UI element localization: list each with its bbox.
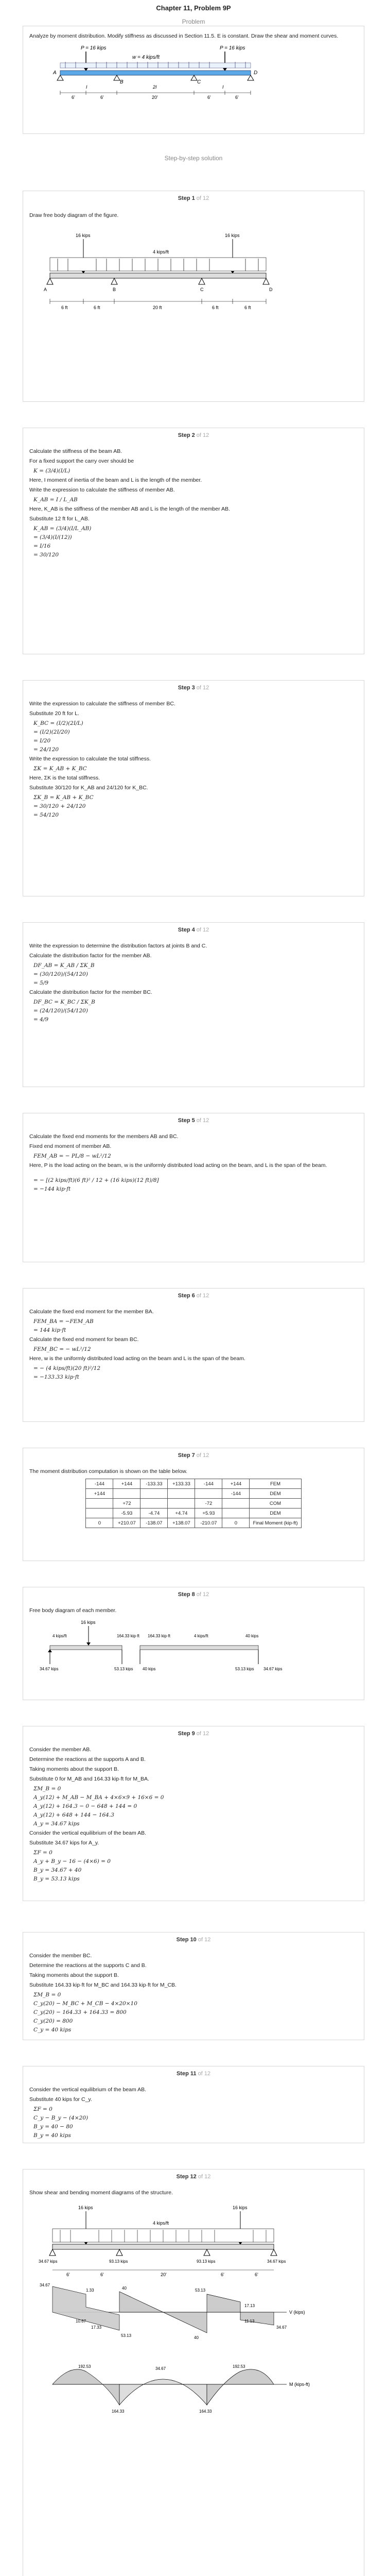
step-of: of 12	[196, 432, 209, 438]
equation: = 24/120	[33, 747, 59, 753]
dim: 6'	[66, 2272, 70, 2277]
dim: 6'	[221, 2272, 224, 2277]
shear-value: 17.13	[244, 2303, 255, 2308]
equation: = − (4 kips/ft)(20 ft)²/12	[33, 1365, 101, 1371]
step-label: Step 9	[178, 1731, 195, 1737]
reaction-label: 53.13 kips	[235, 1667, 254, 1671]
row-label: Final Moment (kip-ft)	[250, 1518, 301, 1528]
reaction-label: 34.67 kips	[39, 2259, 58, 2264]
ei-1: I	[86, 84, 87, 90]
cell	[86, 1499, 113, 1509]
step-line: Here, P is the load acting on the beam, w is the uniformly distributed load acting on the beam, and L is the span of the beam.	[29, 1162, 327, 1168]
equation: A_y + B_y − 16 − (4×6) = 0	[33, 1858, 111, 1865]
step-2-card	[23, 428, 364, 654]
step-text: The moment distribution computation is shown on the table below.	[29, 1468, 188, 1475]
equation: FEM_AB = − PL/8 − wL²/12	[33, 1153, 111, 1159]
step-line: Substitute 30/120 for K_AB and 24/120 for K_BC.	[29, 785, 148, 791]
step-line: Calculate the fixed end moment for beam BC.	[29, 1336, 139, 1343]
dim: 6'	[255, 2272, 258, 2277]
cell: +4.74	[168, 1509, 195, 1518]
shear-value: 40	[122, 2286, 127, 2291]
cell: +133.33	[168, 1479, 195, 1489]
step-line: Calculate the fixed end moments for the members AB and BC.	[29, 1133, 179, 1140]
step-line: Consider the member AB.	[29, 1747, 92, 1753]
equation: = 30/120	[33, 552, 59, 558]
step-6-card	[23, 1288, 364, 1422]
step-line: Calculate the distribution factor for the member BC.	[29, 989, 152, 995]
step-6-title	[29, 1293, 358, 1299]
cell	[86, 1509, 113, 1518]
equation: FEM_BC = − wL²/12	[33, 1346, 91, 1352]
step-of: of 12	[198, 2071, 211, 2077]
cell	[168, 1489, 195, 1499]
row-label: DEM	[250, 1509, 301, 1518]
cell: -210.07	[195, 1518, 222, 1528]
load-label: 4 kips/ft	[153, 249, 169, 255]
step-3-title	[29, 685, 358, 691]
equation: C_y(20) − M_BC + M_CB − 4×20×10	[33, 2001, 137, 2007]
step-label: Step 5	[178, 1117, 195, 1124]
moment-value: 164.33	[199, 2409, 212, 2414]
shear-value: 40	[194, 2335, 199, 2340]
load-label: 16 kips	[233, 2205, 248, 2210]
step-4-card	[23, 922, 364, 1087]
step-label: Step 6	[178, 1293, 195, 1299]
cell	[168, 1499, 195, 1509]
axis-label: M (kips-ft)	[289, 2382, 310, 2387]
step-line: Here, I moment of inertia of the beam and L is the length of the member.	[29, 477, 202, 483]
shear-value: 17.33	[91, 2325, 102, 2330]
step-label: Step 10	[176, 1937, 197, 1943]
cell: +5.93	[195, 1509, 222, 1518]
load-label: 16 kips	[81, 1620, 96, 1625]
equation: K_AB = I / L_AB	[33, 497, 78, 503]
label-C: C	[197, 79, 201, 85]
shear-value: 53.13	[195, 2288, 206, 2293]
cell: -144	[86, 1479, 113, 1489]
moment-value: 164.33	[112, 2409, 125, 2414]
equation: = (24/120)/(54/120)	[33, 1008, 88, 1014]
cell: 0	[86, 1518, 113, 1528]
step-8-title	[29, 1591, 358, 1598]
row-label: FEM	[250, 1479, 301, 1489]
equation: = (I/2)(2I/20)	[33, 729, 70, 735]
cell	[140, 1489, 168, 1499]
equation: A_y(12) + 164.3 − 0 − 648 + 144 = 0	[33, 1803, 137, 1809]
equation: B_y = 34.67 + 40	[33, 1867, 82, 1873]
step-of: of 12	[196, 195, 209, 201]
equation: = 30/120 + 24/120	[33, 803, 86, 809]
dim-1: 6'	[72, 95, 75, 100]
equation: = 5/9	[33, 980, 49, 986]
step-1-title	[29, 195, 358, 201]
support-C: C	[200, 287, 204, 292]
table-row	[86, 1518, 301, 1528]
step-line: Substitute 164.33 kip·ft for M_BC and 164.33 kip·ft for M_CB.	[29, 1982, 177, 1988]
equation: = (3/4)(I/(12))	[33, 534, 72, 540]
load-label: 4 kips/ft	[194, 1634, 208, 1638]
equation: ΣM_B = 0	[33, 1786, 61, 1792]
step-line: Fixed end moment of member AB.	[29, 1143, 112, 1149]
equation: = I/20	[33, 738, 51, 744]
moment-label: 164.33 kip·ft	[117, 1634, 140, 1638]
equation: K_AB = (3/4)(I/L_AB)	[33, 526, 92, 532]
step-9-title	[29, 1731, 358, 1737]
equation: = 144 kip·ft	[33, 1327, 66, 1333]
table-row	[86, 1499, 301, 1509]
problem-text: Analyze by moment distribution. Modify stiffness as discussed in Section 11.5. E is constant. Draw the shear and moment curves.	[29, 33, 339, 39]
shear-moment-diagram	[29, 2199, 359, 2576]
step-line: Substitute 20 ft for L.	[29, 710, 79, 717]
table-row	[86, 1489, 301, 1499]
equation: B_y = 40 − 80	[33, 2124, 73, 2130]
step-line: Here, ΣK is the total stiffness.	[29, 775, 100, 781]
equation: K_BC = (I/2)(2I/L)	[33, 720, 83, 726]
ei-3: I	[222, 84, 224, 90]
shear-value: 1.33	[86, 2288, 94, 2293]
cell: +138.07	[168, 1518, 195, 1528]
step-line: Calculate the stiffness of the beam AB.	[29, 448, 122, 454]
step-5-title	[29, 1117, 358, 1124]
label-B: B	[120, 79, 124, 85]
dim: 20'	[161, 2272, 167, 2277]
equation: = 54/120	[33, 812, 59, 818]
label-A: A	[53, 70, 57, 76]
equation: C_y(20) − 164.33 + 164.33 = 800	[33, 2009, 127, 2015]
step-label: Step 1	[178, 195, 195, 201]
step-label: Step 12	[176, 2174, 197, 2180]
support-B: B	[113, 287, 116, 292]
row-label: DEM	[250, 1489, 301, 1499]
step-label: Step 4	[178, 927, 195, 933]
moment-distribution-table	[85, 1479, 301, 1528]
step-label: Step 8	[178, 1591, 195, 1598]
table-row	[86, 1479, 301, 1489]
step-label: Step 11	[176, 2071, 197, 2077]
equation: C_y = 40 kips	[33, 2027, 72, 2033]
equation: ΣF = 0	[33, 2106, 52, 2112]
load-label: 4 kips/ft	[153, 2221, 169, 2226]
w-label: w = 4 kips/ft	[132, 55, 160, 60]
moment-value: 192.53	[233, 2364, 245, 2369]
dim-2: 6'	[100, 95, 104, 100]
step-1-card	[23, 191, 364, 402]
step-line: Taking moments about the support B.	[29, 1972, 119, 1978]
equation: C_y − B_y − (4×20)	[33, 2115, 89, 2121]
step-10-card	[23, 1932, 364, 2040]
step-5-card	[23, 1113, 364, 1262]
step-line: Determine the reactions at the supports C and B.	[29, 1962, 147, 1969]
equation: A_y(12) + M_AB − M_BA + 4×6×9 + 16×6 = 0	[33, 1794, 164, 1801]
step-text: Draw free body diagram of the figure.	[29, 212, 119, 218]
support-A: A	[44, 287, 47, 292]
equation: A_y(12) + 648 + 144 − 164.3	[33, 1812, 114, 1818]
equation: B_y = 40 kips	[33, 2132, 71, 2139]
cell: -144	[195, 1479, 222, 1489]
equation: K = (3/4)(I/L)	[33, 468, 71, 474]
step-10-title	[29, 1937, 358, 1943]
step-7-card	[23, 1448, 364, 1561]
cell: +210.07	[113, 1518, 140, 1528]
step-of: of 12	[196, 1731, 209, 1737]
reaction-label: 40 kips	[143, 1667, 156, 1671]
step-9-card	[23, 1726, 364, 1901]
dim: 6 ft	[94, 305, 100, 310]
step-line: Write the expression to calculate the stiffness of member BC.	[29, 701, 175, 707]
step-text: Free body diagram of each member.	[29, 1607, 117, 1614]
load-label: 4 kips/ft	[52, 1634, 67, 1638]
reaction-label: 53.13 kips	[114, 1667, 133, 1671]
step-of: of 12	[196, 1293, 209, 1299]
step-line: For a fixed support the carry over should be	[29, 458, 134, 464]
dim: 6 ft	[212, 305, 219, 310]
cell: -133.33	[140, 1479, 168, 1489]
step-text: Show shear and bending moment diagrams of the structure.	[29, 2190, 173, 2196]
cell	[195, 1489, 222, 1499]
step-of: of 12	[198, 1937, 211, 1943]
step-11-title	[29, 2071, 358, 2077]
cell: -138.07	[140, 1518, 168, 1528]
step-line: Write the expression to calculate the total stiffness.	[29, 756, 151, 762]
problem-heading: Problem	[182, 18, 205, 25]
step-line: Calculate the distribution factor for the member AB.	[29, 953, 152, 959]
equation: ΣK = K_AB + K_BC	[33, 766, 87, 772]
dim-4: 6'	[207, 95, 211, 100]
solution-heading: Step-by-step solution	[164, 155, 223, 162]
cell: +72	[113, 1499, 140, 1509]
page-title: Chapter 11, Problem 9P	[156, 4, 231, 12]
cell: -4.74	[140, 1509, 168, 1518]
shear-value: 34.67	[40, 2283, 50, 2287]
equation: = 4/9	[33, 1016, 49, 1023]
step-line: Consider the vertical equilibrium of the beam AB.	[29, 2087, 147, 2093]
member-fbd-figure	[29, 1617, 359, 1694]
shear-value: 34.67	[276, 2325, 287, 2330]
dim-3: 20'	[152, 95, 158, 100]
step-line: Write the expression to calculate the stiffness of member AB.	[29, 487, 175, 493]
step-4-title	[29, 927, 358, 933]
step-8-card	[23, 1587, 364, 1700]
support-D: D	[269, 287, 273, 292]
step-12-card	[23, 2169, 364, 2576]
p-left-label: P = 16 kips	[81, 45, 107, 51]
step-line: Write the expression to determine the distribution factors at joints B and C.	[29, 943, 207, 949]
equation: FEM_BA = −FEM_AB	[33, 1318, 94, 1325]
step-7-title	[29, 1452, 358, 1459]
equation: ΣM_B = 0	[33, 1992, 61, 1998]
step-11-card	[23, 2066, 364, 2143]
equation: DF_BC = K_BC / ΣK_B	[33, 999, 95, 1005]
step-of: of 12	[196, 1591, 209, 1598]
equation: ΣK_B = K_AB + K_BC	[33, 794, 94, 801]
cell: -5.93	[113, 1509, 140, 1518]
dim: 6 ft	[244, 305, 251, 310]
equation: = (30/120)/(54/120)	[33, 971, 88, 977]
step-label: Step 3	[178, 685, 195, 691]
cell	[222, 1509, 250, 1518]
cell	[140, 1499, 168, 1509]
step-label: Step 7	[178, 1452, 195, 1459]
step-3-card	[23, 680, 364, 896]
step-line: Here, K_AB is the stiffness of the member AB and L is the length of the member AB.	[29, 506, 230, 512]
dim: 6'	[100, 2272, 104, 2277]
equation: = I/16	[33, 543, 51, 549]
step-line: Substitute 40 kips for C_y.	[29, 2096, 92, 2103]
cell: -72	[195, 1499, 222, 1509]
step-line: Substitute 0 for M_AB and 164.33 kip·ft for M_BA.	[29, 1776, 149, 1782]
reaction-label: 93.13 kips	[197, 2259, 216, 2264]
step-of: of 12	[196, 685, 209, 691]
step-line: Consider the member BC.	[29, 1953, 92, 1959]
reaction-label: 34.67 kips	[267, 2259, 286, 2264]
step-line: Substitute 34.67 kips for A_y.	[29, 1840, 99, 1846]
load-label: 16 kips	[225, 233, 240, 238]
equation: B_y = 53.13 kips	[33, 1876, 80, 1882]
moment-value: 34.67	[155, 2366, 166, 2371]
step-of: of 12	[196, 1452, 209, 1459]
load-label: 16 kips	[76, 233, 91, 238]
cell	[222, 1499, 250, 1509]
row-label: COM	[250, 1499, 301, 1509]
step-line: Consider the vertical equilibrium of the beam AB.	[29, 1830, 147, 1836]
cell: +144	[86, 1489, 113, 1499]
dim: 20 ft	[153, 305, 162, 310]
step-of: of 12	[198, 2174, 211, 2180]
ei-2: 2I	[153, 84, 157, 90]
reaction-label: 34.67 kips	[263, 1667, 283, 1671]
step-2-title	[29, 432, 358, 438]
equation: A_y = 34.67 kips	[33, 1821, 80, 1827]
step-line: Determine the reactions at the supports A and B.	[29, 1756, 146, 1762]
step-of: of 12	[196, 927, 209, 933]
step-12-title	[29, 2174, 358, 2180]
shear-value: 10.67	[76, 2319, 86, 2324]
p-right-label: P = 16 kips	[220, 45, 245, 51]
fbd-figure	[29, 222, 359, 376]
shear-value: 11.13	[244, 2319, 255, 2324]
step-line: Taking moments about the support B.	[29, 1766, 119, 1772]
reaction-label: 34.67 kips	[40, 1667, 59, 1671]
load-label: 40 kips	[245, 1634, 259, 1638]
cell: -144	[222, 1489, 250, 1499]
equation: = − [(2 kips/ft)(6 ft)² / 12 + (16 kips)(12 ft)/8]	[33, 1177, 159, 1183]
cell: +144	[222, 1479, 250, 1489]
equation: = −144 kip·ft	[33, 1186, 71, 1192]
moment-value: 192.53	[78, 2364, 91, 2369]
step-line: Substitute 12 ft for L_AB.	[29, 516, 90, 522]
moment-label: 164.33 kip·ft	[148, 1634, 171, 1638]
load-label: 16 kips	[78, 2205, 93, 2210]
dim: 6 ft	[61, 305, 68, 310]
table-row	[86, 1509, 301, 1518]
reaction-label: 93.13 kips	[109, 2259, 128, 2264]
cell: 0	[222, 1518, 250, 1528]
equation: DF_AB = K_AB / ΣK_B	[33, 962, 95, 969]
axis-label: V (kips)	[289, 2310, 305, 2315]
step-label: Step 2	[178, 432, 195, 438]
step-of: of 12	[196, 1117, 209, 1124]
equation: = −133.33 kip·ft	[33, 1374, 79, 1380]
dim-5: 6'	[235, 95, 239, 100]
cell: +144	[113, 1479, 140, 1489]
cell	[113, 1489, 140, 1499]
equation: ΣF = 0	[33, 1850, 52, 1856]
label-D: D	[254, 70, 258, 76]
problem-figure	[29, 42, 359, 120]
shear-value: 53.13	[121, 2333, 132, 2338]
problem-card	[23, 26, 364, 134]
equation: C_y(20) = 800	[33, 2018, 73, 2024]
step-line: Calculate the fixed end moment for the member BA.	[29, 1309, 154, 1315]
step-line: Here, w is the uniformly distributed load acting on the beam and L is the span of the beam.	[29, 1355, 245, 1362]
